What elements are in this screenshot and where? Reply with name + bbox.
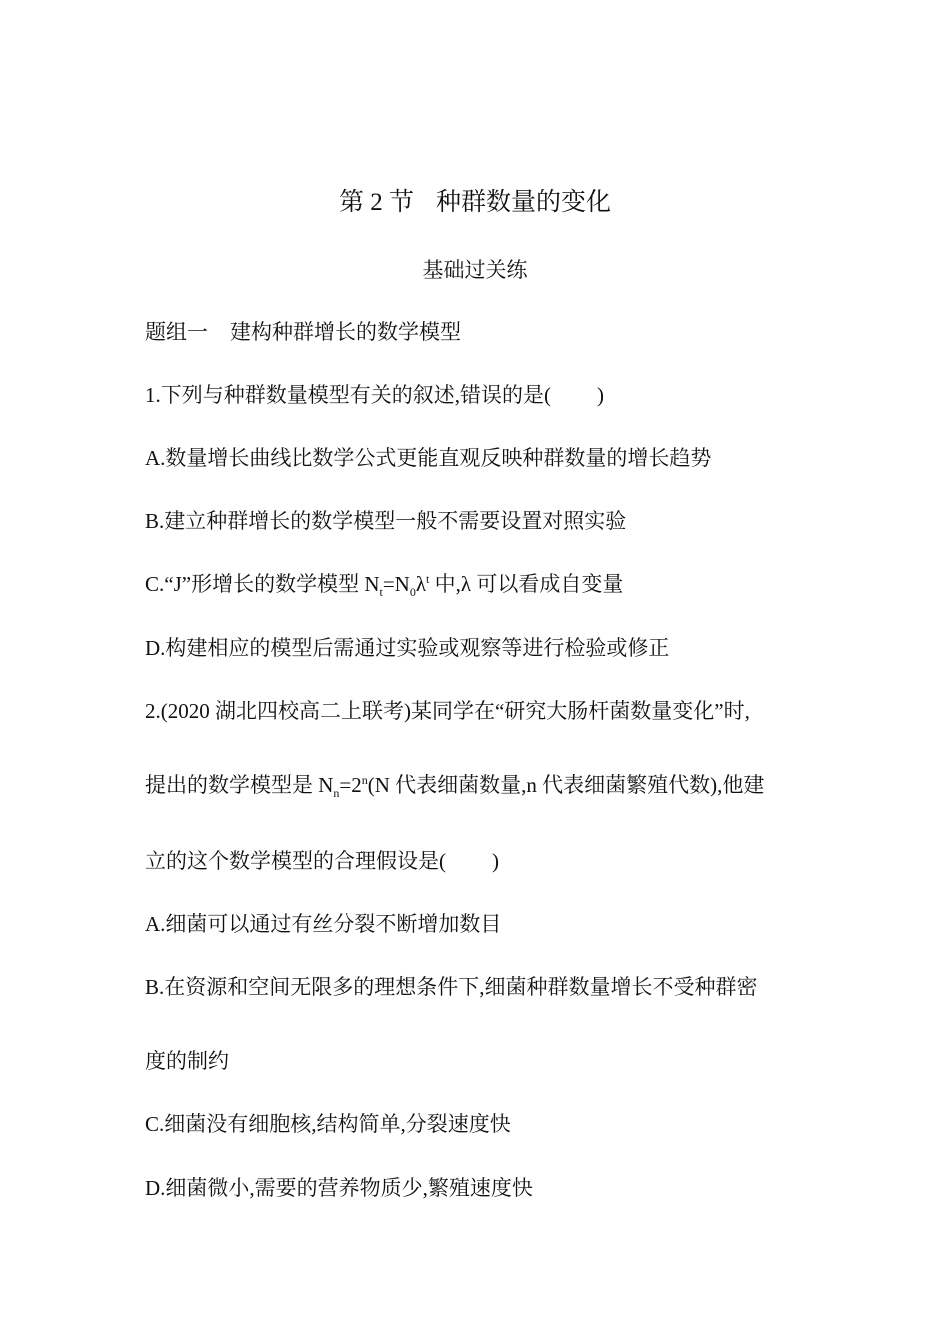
title-prefix: 第 2 节 <box>338 189 414 216</box>
group-heading <box>145 318 461 346</box>
question-2-option-d: D.细菌微小,需要的营养物质少,繁殖速度快 <box>145 1176 533 1200</box>
question-2-option-b-line-1: B.在资源和空间无限多的理想条件下,细菌种群数量增长不受种群密 <box>145 975 758 999</box>
title-main: 种群数量的变化 <box>436 189 612 216</box>
question-1-stem: 1.下列与种群数量模型有关的叙述,错误的是( ) <box>145 383 604 407</box>
group-label: 题组一 <box>145 320 208 344</box>
section-subtitle: 基础过关练 <box>422 258 528 282</box>
question-2-stem-line-2: 提出的数学模型是 $N_n=2^n(N$ 代表细菌数量,n 代表细菌繁殖代数),他建 <box>145 773 765 801</box>
question-2-option-c: C.细菌没有细胞核,结构简单,分裂速度快 <box>145 1112 511 1136</box>
page-title <box>0 189 950 217</box>
question-1-option-d: D.构建相应的模型后需通过实验或观察等进行检验或修正 <box>145 636 670 660</box>
question-2-stem-line-3: 立的这个数学模型的合理假设是( ) <box>145 849 499 873</box>
question-1-option-c: C.“J”形增长的数学模型 $N_t=N_0\lambda^t$ 中,λ 可以看成自变量 <box>145 572 624 600</box>
question-2-stem-line-1: 2.(2020 湖北四校高二上联考)某同学在“研究大肠杆菌数量变化”时, <box>145 699 750 723</box>
question-1-option-a: A.数量增长曲线比数学公式更能直观反映种群数量的增长趋势 <box>145 446 712 470</box>
group-title: 建构种群增长的数学模型 <box>230 320 461 344</box>
question-2-option-b-line-2: 度的制约 <box>145 1049 229 1073</box>
question-1-option-b: B.建立种群增长的数学模型一般不需要设置对照实验 <box>145 509 627 533</box>
question-2-option-a: A.细菌可以通过有丝分裂不断增加数目 <box>145 912 502 936</box>
